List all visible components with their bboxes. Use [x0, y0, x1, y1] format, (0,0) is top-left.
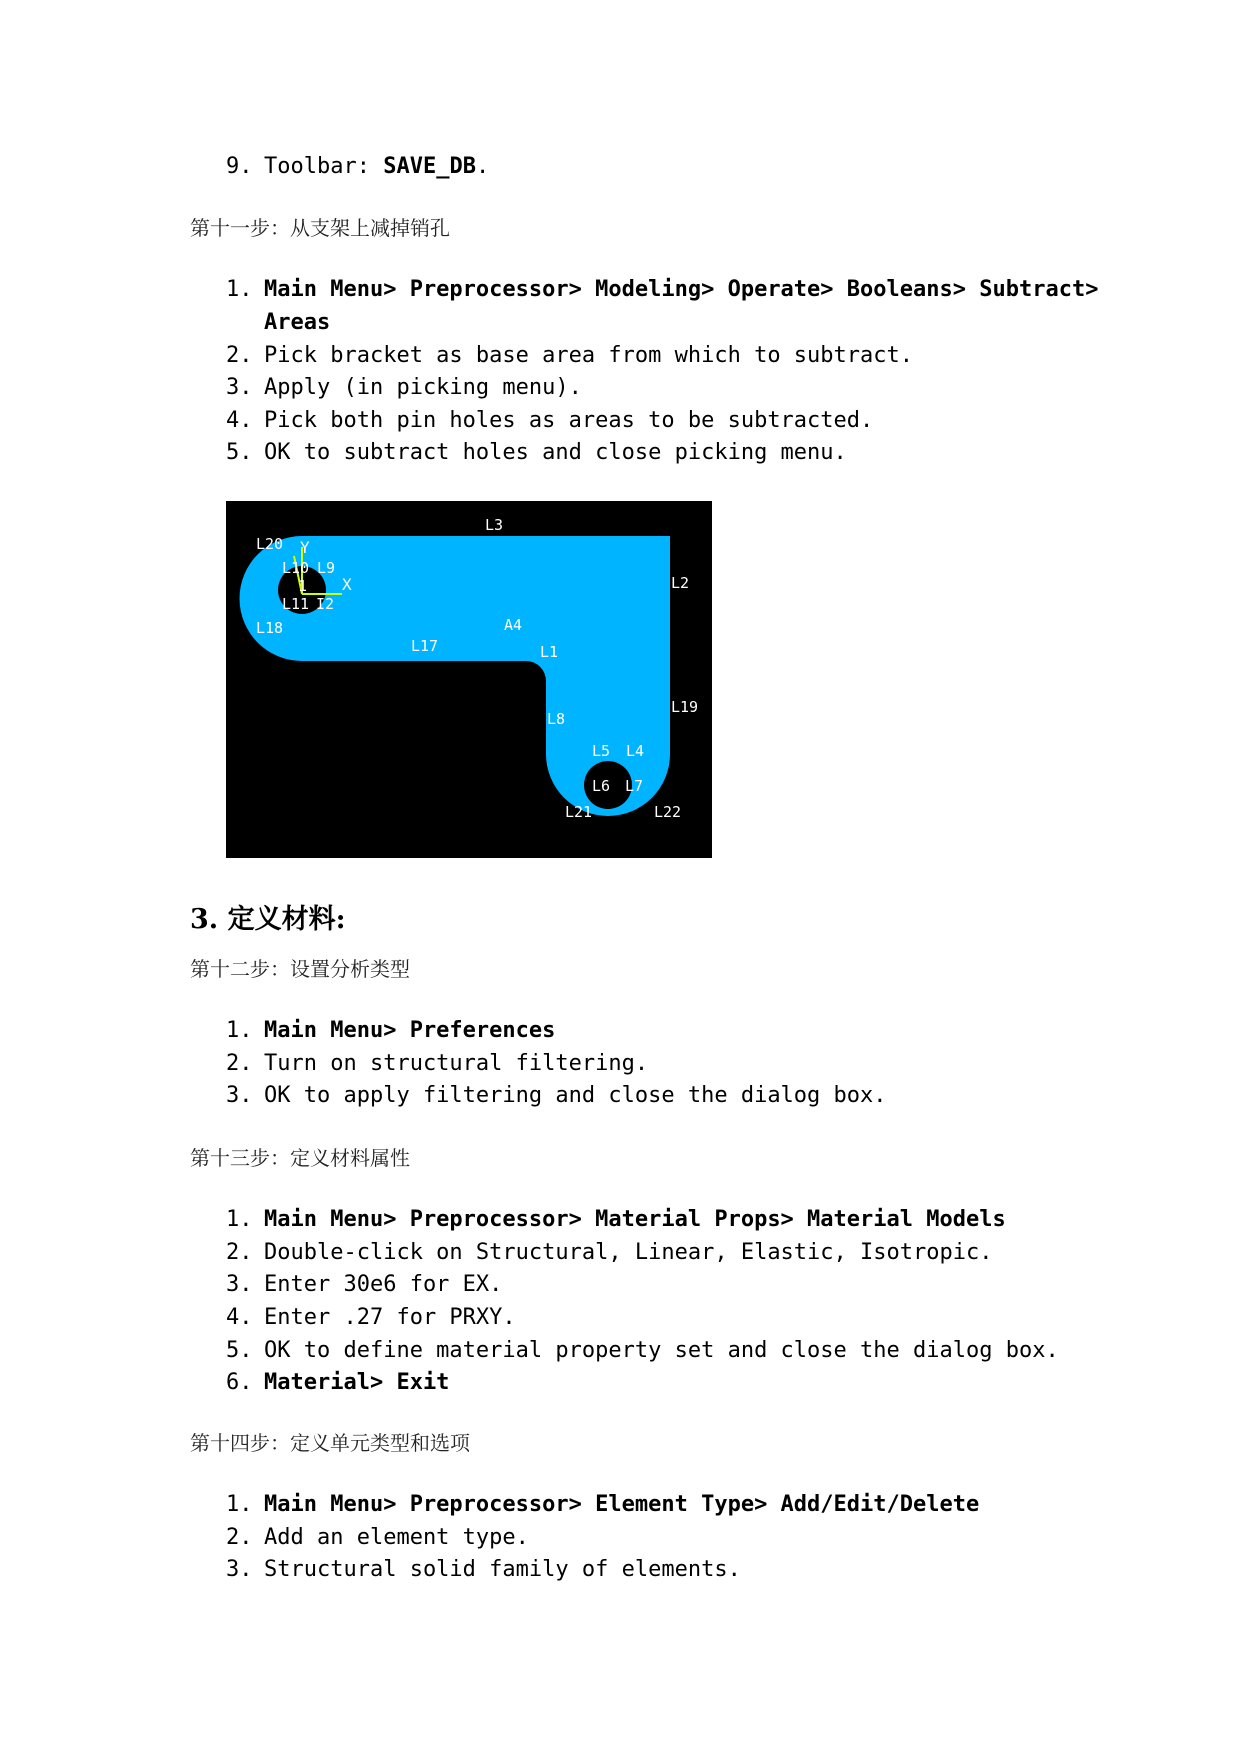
area-plot-svg — [226, 501, 712, 858]
list-number: 3. — [226, 1557, 253, 1582]
line-label-l19: L19 — [671, 698, 699, 716]
line-label-l2: L2 — [671, 574, 690, 592]
list-text: Enter 30e6 for EX. — [264, 1272, 503, 1297]
line-label-l21: L21 — [565, 803, 593, 821]
step9-suffix: . — [475, 154, 490, 179]
line-label-l17: L17 — [411, 637, 439, 655]
list-number: 1. — [226, 1207, 253, 1232]
list-item — [226, 1270, 502, 1300]
list-text: Turn on structural filtering. — [264, 1051, 649, 1076]
list-number: 3. — [226, 1083, 253, 1108]
list-text: Structural solid family of elements. — [264, 1557, 741, 1582]
list-text: Apply (in picking menu). — [264, 375, 582, 400]
list-item — [226, 1368, 449, 1398]
y-axis-label: Y — [300, 538, 310, 557]
step12-title: 第十二步：设置分析类型 — [190, 957, 410, 981]
list-item — [226, 1555, 741, 1585]
line-label-l8: L8 — [547, 710, 566, 728]
list-item — [226, 275, 1098, 305]
list-item — [226, 438, 847, 468]
line-label-l20: L20 — [256, 535, 284, 553]
step9-prefix: Toolbar: — [264, 154, 384, 179]
list-text: OK to apply filtering and close the dialog box. — [264, 1083, 887, 1108]
menu-path: Material> Exit — [264, 1370, 450, 1395]
section-heading: 3. 定义材料: — [190, 904, 346, 935]
list-item — [226, 1049, 648, 1079]
list-item — [226, 1490, 979, 1520]
menu-path: SAVE_DB — [383, 154, 476, 179]
list-number: 2. — [226, 1525, 253, 1550]
list-text: OK to subtract holes and close picking menu. — [264, 440, 847, 465]
line-label-l4: L4 — [626, 742, 645, 760]
step11-title: 第十一步：从支架上减掉销孔 — [190, 216, 450, 240]
line-label-l22: L22 — [654, 803, 682, 821]
list-text: Pick both pin holes as areas to be subtracted. — [264, 408, 874, 433]
list-number: 5. — [226, 1338, 253, 1363]
area-label-a4: A4 — [504, 616, 523, 634]
list-item-continuation — [264, 308, 330, 338]
line-label-l1: L1 — [540, 643, 559, 661]
list-number: 6. — [226, 1370, 253, 1395]
step9-item — [226, 152, 489, 182]
line-label-l9: L9 — [317, 559, 336, 577]
list-item — [226, 1303, 516, 1333]
list-number: 1. — [226, 1018, 253, 1043]
line-label-l7: L7 — [625, 777, 644, 795]
line-label-l11: L11 — [282, 595, 310, 613]
menu-path: Main Menu> Preferences — [264, 1018, 556, 1043]
list-item — [226, 1205, 1006, 1235]
list-item — [226, 1523, 529, 1553]
menu-path: Main Menu> Preprocessor> Material Props> Material Models — [264, 1207, 1006, 1232]
step13-title: 第十三步：定义材料属性 — [190, 1146, 410, 1170]
list-item — [226, 1238, 992, 1268]
list-text: Enter .27 for PRXY. — [264, 1305, 516, 1330]
list-number: 3. — [226, 1272, 253, 1297]
list-item — [226, 1081, 887, 1111]
line-label-l12: I2 — [316, 595, 335, 613]
step14-title: 第十四步：定义单元类型和选项 — [190, 1431, 470, 1455]
list-number: 2. — [226, 343, 253, 368]
menu-path: Main Menu> Preprocessor> Modeling> Operate> Booleans> Subtract> — [264, 277, 1099, 302]
list-number: 5. — [226, 440, 253, 465]
list-number: 4. — [226, 408, 253, 433]
list-number: 2. — [226, 1051, 253, 1076]
list-number: 2. — [226, 1240, 253, 1265]
menu-path: Main Menu> Preprocessor> Element Type> Add/Edit/Delete — [264, 1492, 980, 1517]
list-text: Double-click on Structural, Linear, Elastic, Isotropic. — [264, 1240, 993, 1265]
line-label-l10: L10 — [282, 559, 310, 577]
list-item — [226, 341, 913, 371]
list-text: OK to define material property set and close the dialog box. — [264, 1338, 1059, 1363]
line-label-l18: L18 — [256, 619, 284, 637]
list-item — [226, 1016, 555, 1046]
list-text: Pick bracket as base area from which to subtract. — [264, 343, 914, 368]
list-number: 1. — [226, 1492, 253, 1517]
ansys-area-plot — [226, 501, 712, 858]
list-number: 9. — [226, 154, 253, 179]
list-number: 1. — [226, 277, 253, 302]
line-label-l5: L5 — [592, 742, 611, 760]
list-item — [226, 373, 582, 403]
origin-label: 1 — [298, 577, 308, 595]
list-item — [226, 406, 873, 436]
list-number: 3. — [226, 375, 253, 400]
line-label-l3: L3 — [485, 516, 504, 534]
list-item — [226, 1336, 1059, 1366]
line-label-l6: L6 — [592, 777, 611, 795]
x-axis-label: X — [342, 575, 352, 594]
list-text: Add an element type. — [264, 1525, 529, 1550]
list-number: 4. — [226, 1305, 253, 1330]
menu-path: Areas — [264, 310, 331, 335]
